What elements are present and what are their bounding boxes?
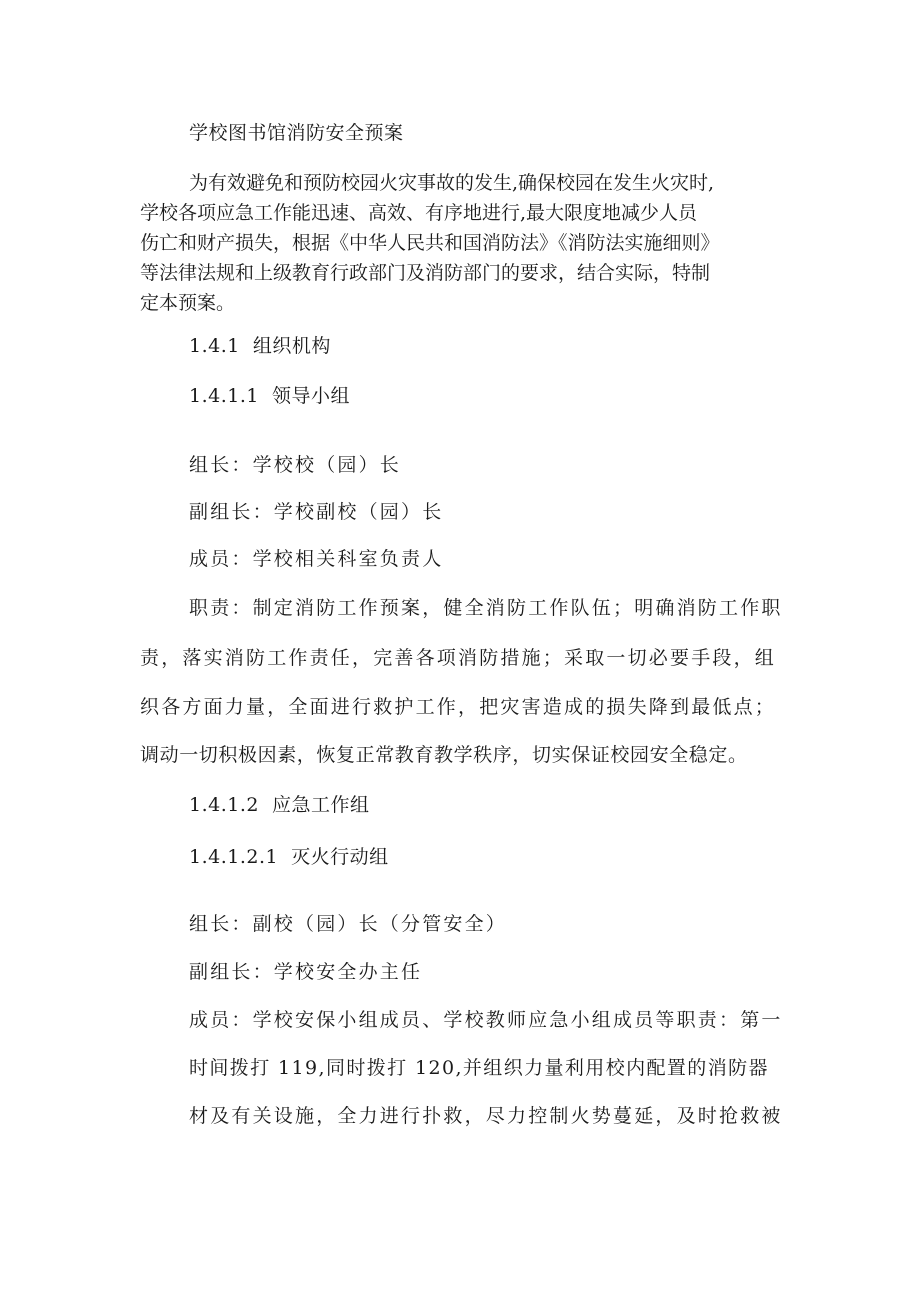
duties-line-3: 织各方面力量，全面进行救护工作，把灾害造成的损失降到最低点； <box>140 696 777 718</box>
duties-line-4: 调动一切积极因素，恢复正常教育教学秩序，切实保证校园安全稳定。 <box>140 744 748 766</box>
intro-line-1: 为有效避免和预防校园火灾事故的发生,确保校园在发生火灾时, <box>189 172 715 194</box>
section-heading-1-4-1-1: 1.4.1.1 领导小组 <box>189 385 351 407</box>
intro-line-5: 定本预案。 <box>140 292 236 314</box>
document-title: 学校图书馆消防安全预案 <box>189 122 404 144</box>
members-line: 成员：学校相关科室负责人 <box>189 548 444 570</box>
deputy-leader-line: 副组长：学校副校（园）长 <box>189 501 444 523</box>
fire-leader-line: 组长：副校（园）长（分管安全） <box>189 913 508 935</box>
intro-line-2: 学校各项应急工作能迅速、高效、有序地进行,最大限度地减少人员 <box>140 202 698 224</box>
fire-members-line-2: 时间拨打 119,同时拨打 120,并组织力量利用校内配置的消防器 <box>189 1057 769 1079</box>
fire-members-line-1: 成员：学校安保小组成员、学校教师应急小组成员等职责：第一 <box>189 1009 783 1031</box>
fire-members-line-3: 材及有关设施，全力进行扑救，尽力控制火势蔓延，及时抢救被 <box>189 1105 783 1127</box>
leader-line: 组长：学校校（园）长 <box>189 454 402 476</box>
duties-line-1: 职责：制定消防工作预案，健全消防工作队伍；明确消防工作职 <box>189 597 783 619</box>
intro-line-3: 伤亡和财产损失，根据《中华人民共和国消防法》《消防法实施细则》 <box>140 232 720 254</box>
fire-deputy-line: 副组长：学校安全办主任 <box>189 961 423 983</box>
section-heading-1-4-1: 1.4.1 组织机构 <box>189 335 331 357</box>
intro-line-4: 等法律法规和上级教育行政部门及消防部门的要求，结合实际，特制 <box>140 262 711 284</box>
duties-line-2: 责，落实消防工作责任，完善各项消防措施；采取一切必要手段，组 <box>140 647 777 669</box>
section-heading-1-4-1-2: 1.4.1.2 应急工作组 <box>189 794 370 816</box>
section-heading-1-4-1-2-1: 1.4.1.2.1 灭火行动组 <box>189 846 389 868</box>
